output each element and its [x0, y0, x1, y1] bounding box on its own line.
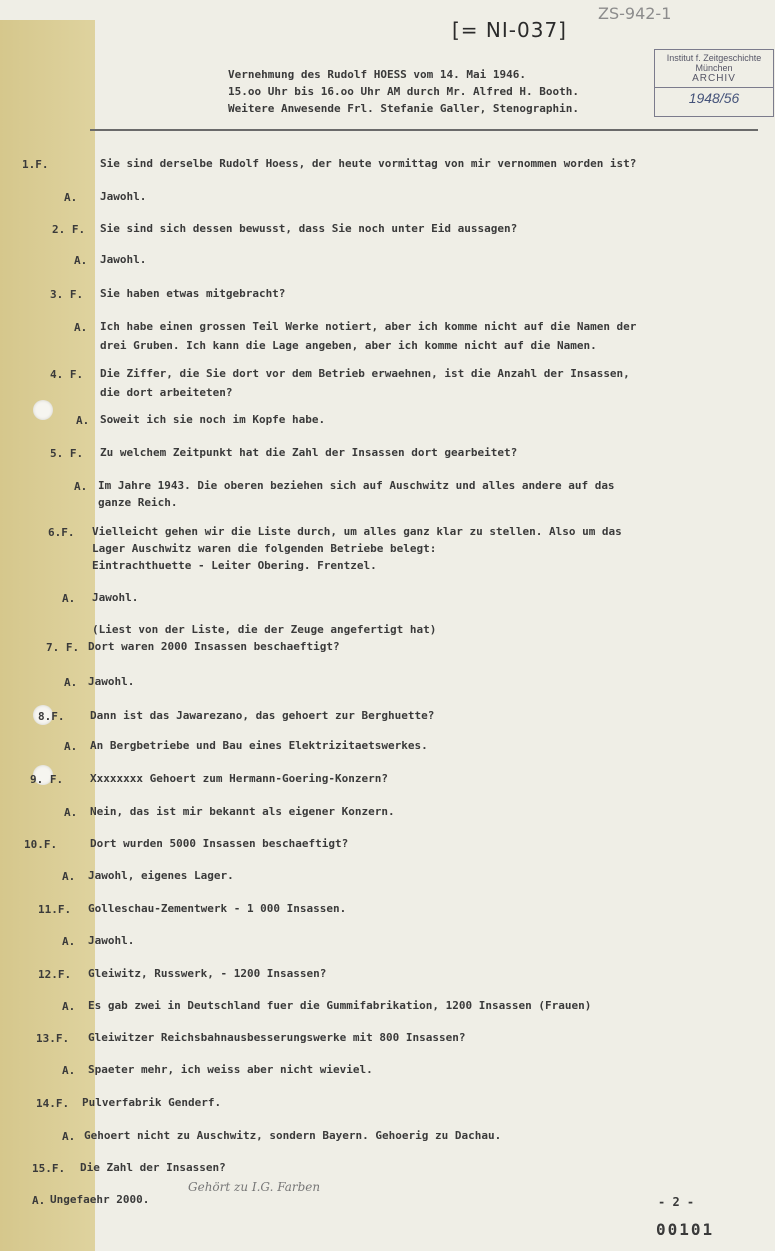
line-label: A. — [62, 935, 76, 948]
line-label: 15.F. — [32, 1162, 66, 1175]
transcript-line: Nein, das ist mir bekannt als eigener Konzern. — [90, 805, 395, 818]
line-label: A. — [64, 740, 78, 753]
line-label: 10.F. — [24, 838, 58, 851]
line-label: A. — [64, 806, 78, 819]
line-label: A. — [62, 1130, 76, 1143]
header-line3: Weitere Anwesende Frl. Stefanie Galler, Stenographin. — [228, 102, 579, 115]
stamp-line2: München — [695, 63, 733, 73]
transcript-line: ganze Reich. — [98, 496, 178, 509]
line-label: A. — [74, 254, 88, 267]
line-label: 11.F. — [38, 903, 72, 916]
line-label: 4. F. — [50, 368, 84, 381]
transcript-line: Sie sind derselbe Rudolf Hoess, der heute vormittag von mir vernommen worden ist? — [100, 157, 637, 170]
punch-hole — [33, 400, 53, 420]
transcript-line: Die Zahl der Insassen? — [80, 1161, 226, 1174]
line-label: 6.F. — [48, 526, 75, 539]
line-label: 13.F. — [36, 1032, 70, 1045]
transcript-line: Dort wurden 5000 Insassen beschaeftigt? — [90, 837, 349, 850]
line-label: A. — [62, 870, 76, 883]
line-label: 5. F. — [50, 447, 84, 460]
transcript-line: die dort arbeiteten? — [100, 386, 233, 399]
page-number: - 2 - — [658, 1195, 695, 1209]
header-line2: 15.oo Uhr bis 16.oo Uhr AM durch Mr. Alfred H. Booth. — [228, 85, 579, 98]
transcript-line: Dann ist das Jawarezano, das gehoert zur Berghuette? — [90, 709, 435, 722]
transcript-line: Jawohl. — [88, 934, 135, 947]
transcript-line: drei Gruben. Ich kann die Lage angeben, aber ich komme nicht auf die Namen. — [100, 339, 597, 352]
document-header — [228, 66, 579, 117]
transcript-line: Jawohl, eigenes Lager. — [88, 869, 234, 882]
transcript-line: Die Ziffer, die Sie dort vor dem Betrieb erwaehnen, ist die Anzahl der Insassen, — [100, 367, 630, 380]
document-reference: [= NI-037] — [452, 18, 567, 42]
archive-id: ZS-942-1 — [598, 4, 672, 23]
header-line1: Vernehmung des Rudolf HOESS vom 14. Mai 1946. — [228, 68, 527, 81]
transcript-line: Jawohl. — [100, 253, 147, 266]
transcript-line: Dort waren 2000 Insassen beschaeftigt? — [88, 640, 340, 653]
header-rule — [90, 129, 758, 131]
transcript-line: Vielleicht gehen wir die Liste durch, um alles ganz klar zu stellen. Also um das — [92, 525, 622, 538]
line-label: 9. F. — [30, 773, 64, 786]
transcript-line: Spaeter mehr, ich weiss aber nicht wieviel. — [88, 1063, 373, 1076]
line-label: 8.F. — [38, 710, 65, 723]
transcript-line: Sie sind sich dessen bewusst, dass Sie noch unter Eid aussagen? — [100, 222, 518, 235]
transcript-line: (Liest von der Liste, die der Zeuge angefertigt hat) — [92, 623, 437, 636]
transcript-line: Eintrachthuette - Leiter Obering. Frentzel. — [92, 559, 377, 572]
transcript-line: Xxxxxxxx Gehoert zum Hermann-Goering-Konzern? — [90, 772, 389, 785]
line-label: A. — [32, 1194, 46, 1207]
transcript-line: Soweit ich sie noch im Kopfe habe. — [100, 413, 326, 426]
transcript-line: Gleiwitz, Russwerk, - 1200 Insassen? — [88, 967, 327, 980]
line-label: 1.F. — [22, 158, 49, 171]
binding-tape — [0, 20, 95, 1251]
transcript-line: Lager Auschwitz waren die folgenden Betriebe belegt: — [92, 542, 437, 555]
transcript-line: Jawohl. — [100, 190, 147, 203]
transcript-line: An Bergbetriebe und Bau eines Elektrizitaetswerkes. — [90, 739, 428, 752]
line-label: A. — [74, 480, 88, 493]
transcript-line: Golleschau-Zementwerk - 1 000 Insassen. — [88, 902, 347, 915]
line-label: 7. F. — [46, 641, 80, 654]
line-label: A. — [62, 1000, 76, 1013]
transcript-line: Gehoert nicht zu Auschwitz, sondern Bayern. Gehoerig zu Dachau. — [84, 1129, 502, 1142]
transcript-line: Ich habe einen grossen Teil Werke notiert, aber ich komme nicht auf die Namen der — [100, 320, 637, 333]
archive-stamp — [654, 49, 774, 117]
transcript-line: Zu welchem Zeitpunkt hat die Zahl der Insassen dort gearbeitet? — [100, 446, 518, 459]
transcript-line: Im Jahre 1943. Die oberen beziehen sich auf Auschwitz und alles andere auf das — [98, 479, 615, 492]
line-label: A. — [76, 414, 90, 427]
line-label: A. — [64, 676, 78, 689]
handwritten-note: Gehört zu I.G. Farben — [188, 1180, 321, 1194]
transcript-line: Gleiwitzer Reichsbahnausbesserungswerke mit 800 Insassen? — [88, 1031, 466, 1044]
transcript-line: Jawohl. — [92, 591, 139, 604]
line-label: A. — [64, 191, 78, 204]
transcript-line: Pulverfabrik Genderf. — [82, 1096, 222, 1109]
line-label: A. — [62, 592, 76, 605]
line-label: 3. F. — [50, 288, 84, 301]
line-label: 12.F. — [38, 968, 72, 981]
transcript-line: Jawohl. — [88, 675, 135, 688]
line-label: 14.F. — [36, 1097, 70, 1110]
stamp-line3: ARCHIV — [692, 73, 736, 84]
stamp-number: 1948/56 — [655, 87, 773, 106]
line-label: A. — [74, 321, 88, 334]
line-label: A. — [62, 1064, 76, 1077]
stamp-line1: Institut f. Zeitgeschichte — [666, 53, 762, 63]
transcript-line: Sie haben etwas mitgebracht? — [100, 287, 286, 300]
footer-number: 00101 — [656, 1220, 715, 1239]
transcript-line: Ungefaehr 2000. — [50, 1193, 150, 1206]
line-label: 2. F. — [52, 223, 86, 236]
transcript-line: Es gab zwei in Deutschland fuer die Gummifabrikation, 1200 Insassen (Frauen) — [88, 999, 592, 1012]
